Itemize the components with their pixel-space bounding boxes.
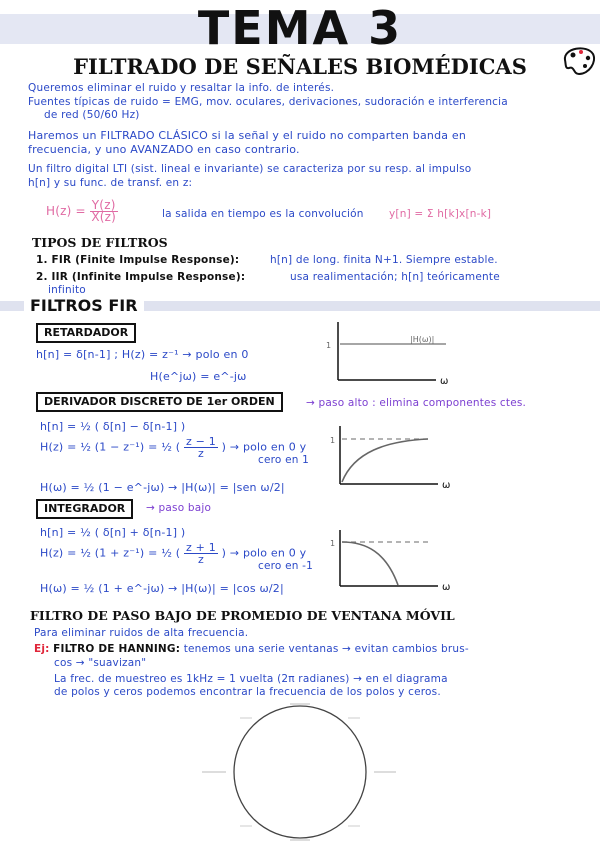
- hz-num: Y(z): [91, 198, 116, 212]
- retardador-eq-2: H(e^jω) = e^-jω: [150, 370, 247, 383]
- intro-line-5: frecuencia, y uno AVANZADO en caso contrario.: [28, 143, 300, 156]
- movil-line-3: cos → "suavizan": [54, 657, 147, 669]
- integrador-eq-2b: ) → polo en 0 y: [221, 546, 307, 560]
- retardador-plot: [318, 318, 458, 390]
- derivador-ytick: 1: [330, 436, 336, 445]
- derivador-eq-3: H(ω) = ½ (1 − e^-jω) → |H(ω)| = |sen ω/2|: [40, 481, 285, 494]
- movil-line-2: tenemos una serie ventanas → evitan cambios brus-: [183, 643, 469, 655]
- intro-line-1: Queremos eliminar el ruido y resaltar la info. de interés.: [28, 82, 335, 94]
- intro-line-2: Fuentes típicas de ruido = EMG, mov. oculares, derivaciones, sudoración e interferencia: [28, 96, 508, 108]
- retardador-ytick: 1: [326, 341, 332, 350]
- movil-hanning-line: [34, 643, 469, 656]
- derivador-curve: [342, 439, 428, 482]
- integrador-frac-num: z + 1: [185, 541, 216, 554]
- integrador-xaxis: ω: [442, 582, 451, 592]
- conv-eq: y[n] = Σ h[k]x[n-k]: [389, 208, 492, 220]
- integrador-frac: [184, 542, 218, 565]
- tipo-iir-name: 2. IIR (Infinite Impulse Response):: [36, 271, 246, 283]
- integrador-ytick: 1: [330, 539, 336, 548]
- integrador-plot: [326, 528, 456, 592]
- derivador-eq-2b: ) → polo en 0 y: [221, 440, 307, 454]
- derivador-xaxis: ω: [442, 480, 451, 491]
- transfer-function: [46, 200, 118, 223]
- derivador-frac: [184, 436, 218, 459]
- movil-line-1: Para eliminar ruidos de alta frecuencia.: [34, 627, 249, 639]
- derivador-frac-num: z − 1: [185, 435, 216, 448]
- pole-zero-diagram: [190, 698, 410, 844]
- retardador-plot-label: |H(ω)|: [410, 335, 435, 344]
- conv-text: la salida en tiempo es la convolución: [162, 208, 364, 220]
- integrador-label: INTEGRADOR: [36, 499, 133, 519]
- retardador-eq-1: h[n] = δ[n-1] ; H(z) = z⁻¹ → polo en 0: [36, 348, 249, 361]
- integrador-eq-1: h[n] = ½ ( δ[n] + δ[n-1] ): [40, 526, 186, 539]
- movil-heading: FILTRO DE PASO BAJO DE PROMEDIO DE VENTANA MÓVIL: [30, 608, 455, 623]
- tipo-fir-desc: h[n] de long. finita N+1. Siempre estable.: [270, 254, 498, 266]
- tipo-iir-desc-2: infinito: [48, 284, 86, 296]
- intro-line-7: h[n] y su func. de transf. en z:: [28, 177, 193, 189]
- palette-doodle-icon: [561, 42, 597, 78]
- ej-label: Ej:: [34, 643, 50, 655]
- hz-lhs: H(z) =: [46, 204, 86, 218]
- movil-line-4: La frec. de muestreo es 1kHz = 1 vuelta (2π radianes) → en el diagrama: [54, 673, 448, 685]
- derivador-eq-2c: cero en 1: [258, 454, 310, 466]
- derivador-frac-den: z: [197, 447, 204, 460]
- derivador-note: → paso alto : elimina componentes ctes.: [306, 397, 527, 409]
- hanning-label: FILTRO DE HANNING:: [53, 643, 181, 655]
- fir-heading: FILTROS FIR: [24, 296, 144, 315]
- integrador-note: → paso bajo: [146, 502, 212, 514]
- tipo-fir-name: 1. FIR (Finite Impulse Response):: [36, 254, 240, 266]
- retardador-xaxis: ω: [440, 376, 449, 387]
- intro-line-6: Un filtro digital LTI (sist. lineal e invariante) se caracteriza por su resp. al impulso: [28, 163, 472, 175]
- page-title: TEMA 3: [197, 1, 403, 55]
- integrador-eq-3: H(ω) = ½ (1 + e^-jω) → |H(ω)| = |cos ω/2|: [40, 582, 284, 595]
- integrador-curve: [342, 542, 398, 585]
- integrador-eq-2a: H(z) = ½ (1 + z⁻¹) = ½ (: [40, 546, 181, 560]
- derivador-eq-1: h[n] = ½ ( δ[n] − δ[n-1] ): [40, 420, 186, 433]
- derivador-plot: [326, 422, 456, 492]
- movil-line-5: de polos y ceros podemos encontrar la frecuencia de los polos y ceros.: [54, 686, 441, 698]
- derivador-label: DERIVADOR DISCRETO DE 1er ORDEN: [36, 392, 283, 412]
- hz-fraction: [90, 200, 118, 223]
- intro-line-4: Haremos un FILTRADO CLÁSICO si la señal y el ruido no comparten banda en: [28, 129, 467, 142]
- hz-den: X(z): [91, 210, 117, 224]
- integrador-frac-den: z: [197, 553, 204, 566]
- tipos-heading: TIPOS DE FILTROS: [32, 235, 168, 250]
- retardador-label: RETARDADOR: [36, 323, 136, 343]
- intro-line-3: de red (50/60 Hz): [44, 109, 140, 121]
- page-subtitle: FILTRADO DE SEÑALES BIOMÉDICAS: [73, 54, 527, 79]
- unit-circle: [234, 706, 366, 838]
- derivador-eq-2a: H(z) = ½ (1 − z⁻¹) = ½ (: [40, 440, 181, 454]
- integrador-eq-2c: cero en -1: [258, 560, 314, 572]
- tipo-iir-desc: usa realimentación; h[n] teóricamente: [290, 271, 500, 283]
